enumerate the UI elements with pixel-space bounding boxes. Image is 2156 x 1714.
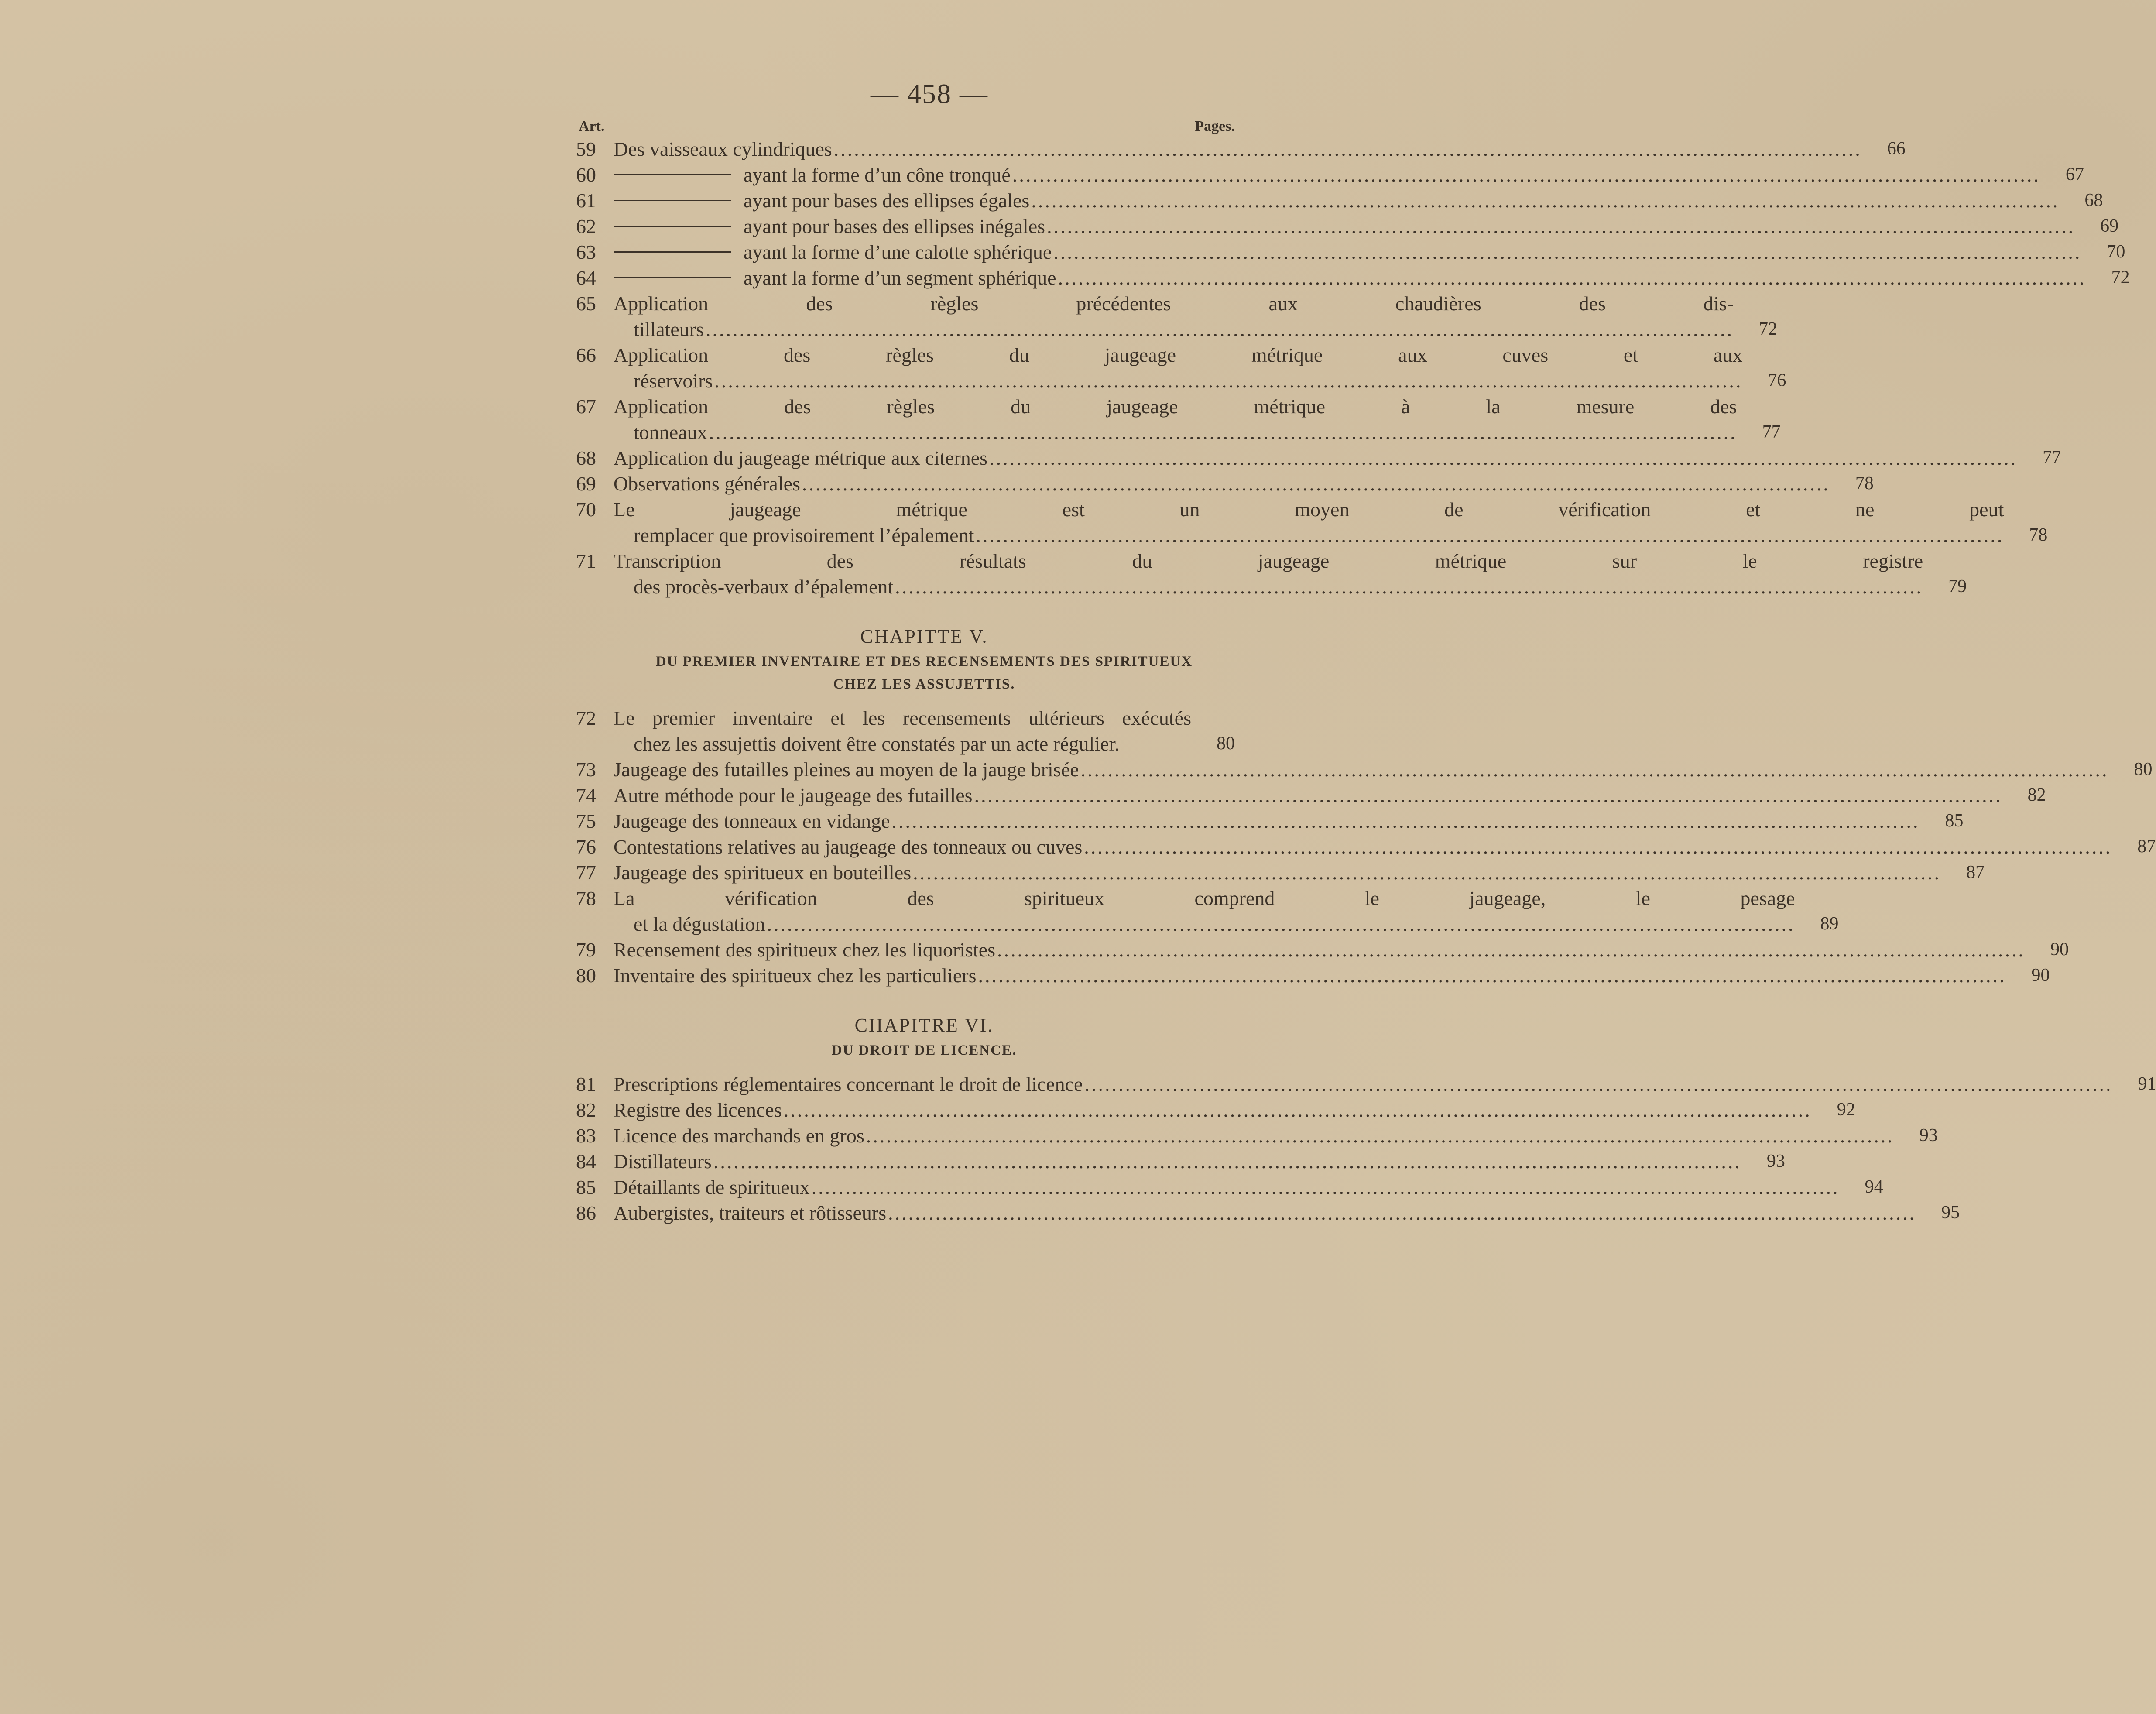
toc-entry bbox=[576, 497, 2048, 548]
article-number: 62 bbox=[576, 215, 596, 237]
article-number: 67 bbox=[576, 395, 596, 418]
page-reference: 80 bbox=[2134, 759, 2153, 779]
entry-title-text: remplacer que provisoirement l’épalement bbox=[634, 524, 974, 546]
entry-title-line bbox=[614, 445, 2017, 471]
article-number: 68 bbox=[576, 447, 596, 469]
entry-title-line bbox=[614, 731, 1191, 757]
toc-entry bbox=[576, 394, 1781, 445]
page-reference: 70 bbox=[2107, 242, 2125, 262]
page-reference: 78 bbox=[2029, 525, 2048, 545]
entry-title-line bbox=[614, 757, 2109, 782]
entry-title bbox=[614, 1097, 1812, 1123]
article-number: 83 bbox=[576, 1124, 596, 1147]
dot-leader bbox=[1053, 239, 2081, 265]
entry-title-line bbox=[614, 705, 1191, 731]
entry-title bbox=[614, 885, 1795, 937]
dot-leader bbox=[888, 1200, 1916, 1226]
page-reference: 77 bbox=[2043, 448, 2061, 468]
dot-leader bbox=[895, 574, 1923, 600]
article-number: 71 bbox=[576, 550, 596, 572]
page-reference: 72 bbox=[2111, 267, 2130, 288]
entry-title-line bbox=[614, 937, 2025, 963]
entry-title-line bbox=[614, 963, 2006, 988]
entry-title bbox=[614, 239, 2081, 265]
entry-title-line bbox=[614, 394, 1737, 419]
entry-title-text: chez les assujettis doivent être constatés par un acte régulier. bbox=[634, 733, 1120, 755]
dot-leader bbox=[976, 522, 2004, 548]
toc-entry bbox=[576, 1071, 2156, 1097]
entry-title-text: Jaugeage des futailles pleines au moyen de la jauge brisée bbox=[614, 758, 1079, 781]
entry-title bbox=[614, 136, 1862, 162]
dot-leader bbox=[989, 445, 2017, 471]
entry-title bbox=[614, 963, 2006, 988]
article-number: 64 bbox=[576, 267, 596, 289]
entry-title-line bbox=[614, 522, 2004, 548]
dot-leader bbox=[913, 860, 1941, 885]
entry-title-text: Détaillants de spiritueux bbox=[614, 1176, 810, 1198]
entry-title-text: Jaugeage des tonneaux en vidange bbox=[614, 810, 890, 832]
page-reference: 82 bbox=[2027, 785, 2046, 805]
article-number: 84 bbox=[576, 1150, 596, 1172]
entry-title-text: Application des règles du jaugeage métrique aux cuves et aux bbox=[614, 344, 1743, 366]
article-number: 60 bbox=[576, 164, 596, 186]
dot-leader bbox=[784, 1097, 1812, 1123]
chapter-6-subtitle bbox=[614, 1039, 1235, 1062]
entry-title-text: ayant la forme d’une calotte sphérique bbox=[744, 241, 1052, 263]
page-reference: 87 bbox=[2137, 836, 2156, 857]
entry-title-line bbox=[614, 1200, 1916, 1226]
page-reference: 67 bbox=[2065, 165, 2084, 185]
toc-entry bbox=[576, 782, 2046, 808]
ditto-dash bbox=[614, 174, 731, 175]
toc-entry bbox=[576, 808, 1964, 834]
entry-title bbox=[614, 471, 1830, 497]
dot-leader bbox=[1031, 188, 2059, 213]
entry-title-line bbox=[614, 265, 2086, 291]
entry-title-line bbox=[614, 834, 2112, 860]
entry-title bbox=[614, 1148, 1741, 1174]
entry-title-text: Jaugeage des spiritueux en bouteilles bbox=[614, 861, 912, 884]
page-reference: 78 bbox=[1855, 473, 1874, 494]
toc-entry bbox=[576, 885, 1839, 937]
entry-title-text: Le jaugeage métrique est un moyen de vérification et ne peut bbox=[614, 498, 2004, 521]
dot-leader bbox=[709, 419, 1737, 445]
entry-title-text: ayant la forme d’un cône tronqué bbox=[744, 164, 1011, 186]
entry-title bbox=[614, 265, 2086, 291]
entry-title-text: Aubergistes, traiteurs et rôtisseurs bbox=[614, 1202, 887, 1224]
dot-leader bbox=[714, 368, 1742, 394]
article-number: 73 bbox=[576, 758, 596, 781]
article-number: 86 bbox=[576, 1202, 596, 1224]
entry-title-line bbox=[614, 342, 1742, 368]
toc-entry bbox=[576, 136, 1906, 162]
entry-title-line bbox=[614, 471, 1830, 497]
pages-column-header: Pages. bbox=[1195, 118, 1235, 134]
chapter-5-subtitle bbox=[614, 650, 1235, 696]
toc-entry bbox=[576, 1097, 1855, 1123]
entry-title-text: Distillateurs bbox=[614, 1150, 712, 1172]
document-page bbox=[576, 74, 2156, 1226]
entry-title-line bbox=[614, 1174, 1840, 1200]
entry-title-text: des procès-verbaux d’épalement bbox=[634, 576, 894, 598]
toc-entry bbox=[576, 265, 2130, 291]
toc-entry bbox=[576, 1200, 1960, 1226]
column-headers bbox=[576, 117, 1235, 136]
article-number: 69 bbox=[576, 473, 596, 495]
entry-title-text: tonneaux bbox=[634, 421, 707, 443]
dot-leader bbox=[706, 316, 1734, 342]
entry-title-line bbox=[614, 136, 1862, 162]
entry-title-text: ayant pour bases des ellipses inégales bbox=[744, 215, 1045, 237]
entry-title-text: Contestations relatives au jaugeage des tonneaux ou cuves bbox=[614, 836, 1083, 858]
toc-section-chapter-4-end bbox=[576, 136, 2130, 600]
dot-leader bbox=[1084, 1071, 2112, 1097]
toc-section-chapter-6 bbox=[576, 1071, 2156, 1226]
toc-entry bbox=[576, 342, 1786, 394]
ditto-dash bbox=[614, 200, 731, 201]
page-reference: 93 bbox=[1919, 1125, 1938, 1145]
entry-title-line bbox=[614, 911, 1795, 937]
dot-leader bbox=[892, 808, 1920, 834]
entry-title-line bbox=[614, 497, 2004, 522]
entry-title-line bbox=[614, 291, 1734, 316]
dot-leader bbox=[834, 136, 1862, 162]
article-number: 75 bbox=[576, 810, 596, 832]
entry-title bbox=[614, 162, 2040, 188]
toc-entry bbox=[576, 705, 1235, 757]
page-reference: 77 bbox=[1762, 422, 1781, 442]
article-number: 59 bbox=[576, 138, 596, 160]
entry-title bbox=[614, 394, 1737, 445]
entry-title bbox=[614, 757, 2109, 782]
entry-title bbox=[614, 705, 1191, 757]
toc-entry bbox=[576, 937, 2069, 963]
entry-title-text: Transcription des résultats du jaugeage métrique sur le registre bbox=[614, 550, 1923, 572]
page-reference: 69 bbox=[2100, 216, 2119, 236]
entry-title-text: ayant pour bases des ellipses égales bbox=[744, 189, 1030, 212]
page-reference: 94 bbox=[1865, 1177, 1883, 1197]
entry-title-text: Licence des marchands en gros bbox=[614, 1124, 864, 1147]
entry-title-line bbox=[614, 808, 1920, 834]
toc-entry bbox=[576, 471, 1874, 497]
chapter-5-subtitle-line-2: CHEZ LES ASSUJETTIS. bbox=[833, 676, 1015, 692]
entry-title-text: Autre méthode pour le jaugeage des futailles bbox=[614, 784, 973, 806]
entry-title-line bbox=[614, 1097, 1812, 1123]
entry-title-line bbox=[614, 574, 1923, 600]
chapter-5-title: CHAPITTE V. bbox=[860, 626, 988, 647]
entry-title-text: La vérification des spiritueux comprend le jaugeage, le pesage bbox=[614, 887, 1795, 909]
toc-section-chapter-5 bbox=[576, 705, 2156, 988]
entry-title-line bbox=[614, 885, 1795, 911]
toc-entry bbox=[576, 291, 1777, 342]
page-reference: 80 bbox=[1217, 734, 1235, 754]
chapter-5-subtitle-line-1: DU PREMIER INVENTAIRE ET DES RECENSEMENTS DES SPIRITUEUX bbox=[655, 654, 1193, 669]
entry-title-text: Inventaire des spiritueux chez les particuliers bbox=[614, 964, 977, 987]
toc-entry bbox=[576, 1148, 1785, 1174]
toc-entry bbox=[576, 834, 2156, 860]
ditto-dash bbox=[614, 251, 731, 253]
dot-leader bbox=[1047, 213, 2075, 239]
article-number: 76 bbox=[576, 836, 596, 858]
toc-entry bbox=[576, 1123, 1938, 1148]
entry-title-text: Recensement des spiritueux chez les liquoristes bbox=[614, 939, 996, 961]
entry-title bbox=[614, 808, 1920, 834]
dot-leader bbox=[802, 471, 1830, 497]
entry-title-line bbox=[614, 162, 2040, 188]
dot-leader bbox=[974, 782, 2002, 808]
page-number: — 458 — bbox=[871, 78, 988, 109]
toc-entry bbox=[576, 757, 2153, 782]
entry-title bbox=[614, 213, 2075, 239]
entry-title-line bbox=[614, 1148, 1741, 1174]
entry-title bbox=[614, 1071, 2112, 1097]
entry-title-text: Application du jaugeage métrique aux citernes bbox=[614, 447, 988, 469]
entry-title-line bbox=[614, 860, 1941, 885]
article-number: 80 bbox=[576, 964, 596, 987]
entry-title-line bbox=[614, 316, 1734, 342]
entry-title bbox=[614, 445, 2017, 471]
page-reference: 93 bbox=[1766, 1151, 1785, 1171]
article-number: 82 bbox=[576, 1099, 596, 1121]
toc-entry bbox=[576, 1174, 1883, 1200]
entry-title-line bbox=[614, 368, 1742, 394]
entry-title-text: Application des règles du jaugeage métrique à la mesure des bbox=[614, 395, 1737, 418]
entry-title bbox=[614, 1123, 1894, 1148]
entry-title bbox=[614, 188, 2059, 213]
article-number: 77 bbox=[576, 861, 596, 884]
page-reference: 90 bbox=[2050, 939, 2069, 960]
entry-title bbox=[614, 937, 2025, 963]
page-reference: 72 bbox=[1758, 319, 1777, 339]
page-reference: 87 bbox=[1966, 862, 1985, 882]
article-number: 79 bbox=[576, 939, 596, 961]
article-number: 81 bbox=[576, 1073, 596, 1095]
dot-leader bbox=[1058, 265, 2086, 291]
page-reference: 76 bbox=[1768, 370, 1786, 391]
page-reference: 85 bbox=[1945, 811, 1964, 831]
entry-title-text: et la dégustation bbox=[634, 913, 765, 935]
entry-title-text: Observations générales bbox=[614, 473, 800, 495]
entry-title bbox=[614, 342, 1742, 394]
entry-title-text: Registre des licences bbox=[614, 1099, 782, 1121]
entry-title-line bbox=[614, 782, 2002, 808]
toc-entry bbox=[576, 963, 2050, 988]
entry-title-text: ayant la forme d’un segment sphérique bbox=[744, 267, 1056, 289]
dot-leader bbox=[997, 937, 2025, 963]
entry-title bbox=[614, 1174, 1840, 1200]
entry-title-line bbox=[614, 1123, 1894, 1148]
ditto-dash bbox=[614, 226, 731, 227]
article-column-header: Art. bbox=[579, 118, 605, 134]
toc-entry bbox=[576, 860, 1985, 885]
dot-leader bbox=[1012, 162, 2040, 188]
dot-leader bbox=[767, 911, 1795, 937]
article-number: 78 bbox=[576, 887, 596, 909]
entry-title-text: tillateurs bbox=[634, 318, 704, 340]
article-number: 63 bbox=[576, 241, 596, 263]
toc-entry bbox=[576, 445, 2061, 471]
dot-leader bbox=[1084, 834, 2112, 860]
entry-title-line bbox=[614, 548, 1923, 574]
dot-leader bbox=[978, 963, 2006, 988]
entry-title bbox=[614, 548, 1923, 600]
page-reference: 68 bbox=[2084, 190, 2103, 210]
article-number: 74 bbox=[576, 784, 596, 806]
article-number: 61 bbox=[576, 189, 596, 212]
toc-entry bbox=[576, 213, 2119, 239]
article-number: 85 bbox=[576, 1176, 596, 1198]
toc-entry bbox=[576, 162, 2084, 188]
entry-title-text: Des vaisseaux cylindriques bbox=[614, 138, 832, 160]
entry-title-text: Le premier inventaire et les recensements ultérieurs exécutés bbox=[614, 707, 1191, 729]
entry-title-text: Application des règles précédentes aux chaudières des dis- bbox=[614, 292, 1734, 315]
toc-entry bbox=[576, 239, 2125, 265]
dot-leader bbox=[812, 1174, 1840, 1200]
entry-title bbox=[614, 782, 2002, 808]
entry-title-line bbox=[614, 188, 2059, 213]
dot-leader bbox=[866, 1123, 1894, 1148]
article-number: 72 bbox=[576, 707, 596, 729]
article-number: 66 bbox=[576, 344, 596, 366]
entry-title-text: réservoirs bbox=[634, 370, 713, 392]
article-number: 65 bbox=[576, 292, 596, 315]
ditto-dash bbox=[614, 277, 731, 278]
entry-title-text: Prescriptions réglementaires concernant le droit de licence bbox=[614, 1073, 1083, 1095]
page-reference: 79 bbox=[1948, 576, 1967, 596]
toc-entry bbox=[576, 188, 2103, 213]
entry-title-line bbox=[614, 213, 2075, 239]
entry-title-line bbox=[614, 1071, 2112, 1097]
dot-leader bbox=[1081, 757, 2109, 782]
page-reference: 95 bbox=[1941, 1203, 1960, 1223]
entry-title-line bbox=[614, 419, 1737, 445]
entry-title-line bbox=[614, 239, 2081, 265]
page-reference: 91 bbox=[2138, 1074, 2156, 1094]
dot-leader bbox=[713, 1148, 1741, 1174]
toc-entry bbox=[576, 548, 1967, 600]
entry-title bbox=[614, 860, 1941, 885]
article-number: 70 bbox=[576, 498, 596, 521]
entry-title bbox=[614, 834, 2112, 860]
entry-title bbox=[614, 291, 1734, 342]
page-reference: 89 bbox=[1820, 914, 1839, 934]
page-reference: 66 bbox=[1887, 139, 1906, 159]
entry-title bbox=[614, 1200, 1916, 1226]
page-reference: 90 bbox=[2031, 965, 2050, 985]
page-reference: 92 bbox=[1837, 1100, 1855, 1120]
entry-title bbox=[614, 497, 2004, 548]
chapter-6-title: CHAPITRE VI. bbox=[854, 1015, 994, 1036]
chapter-6-subtitle-line-1: DU DROIT DE LICENCE. bbox=[831, 1042, 1017, 1058]
